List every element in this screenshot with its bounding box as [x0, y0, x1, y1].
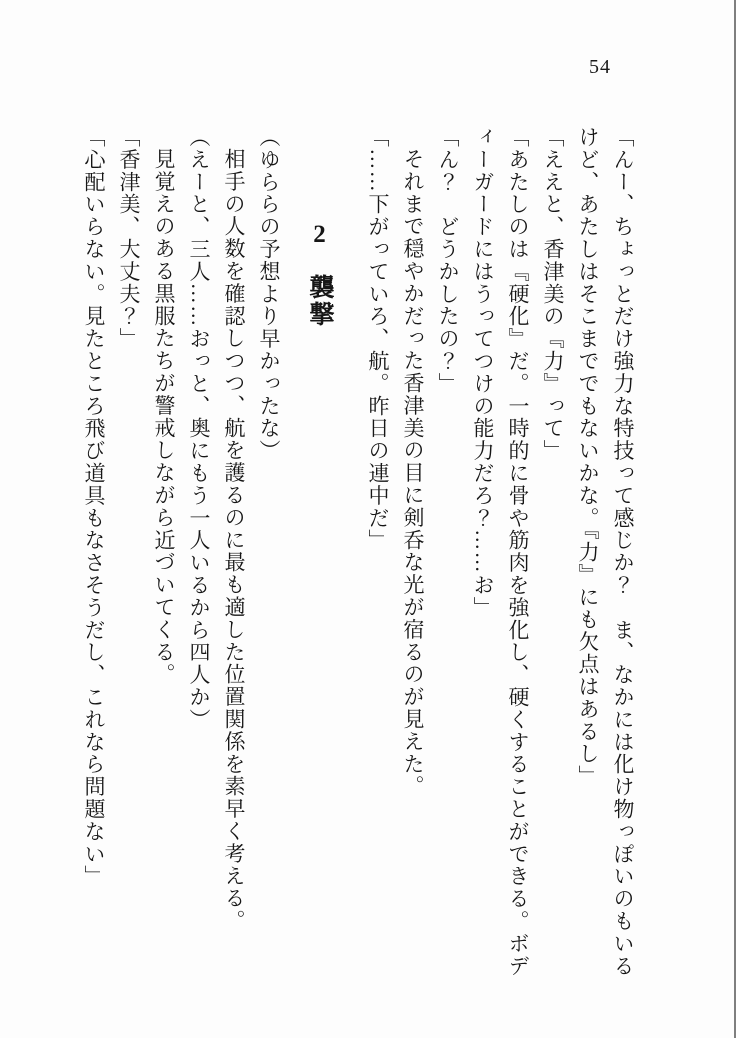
page-text-block — [76, 126, 640, 982]
text-line: 「あたしのは『硬化』だ。一時的に骨や筋肉を強化し、硬くすることができる。ボディーガードにはうってつけの能力だろ？……お」 — [471, 126, 530, 978]
text-line: （えーと、三人……おっと、奥にもう一人いるから四人か） — [187, 126, 211, 731]
chapter-heading — [298, 126, 340, 982]
text-line: それまで穏やかだった香津美の目に剣呑な光が宿るのが見えた。 — [401, 148, 425, 798]
text-line: 「……下がっていろ、航。昨日の連中だ」 — [366, 126, 390, 552]
chapter-title: 襲撃 — [306, 274, 333, 328]
text-line: 「心配いらない。見たところ飛び道具もなさそうだし、これなら問題ない」 — [82, 126, 106, 888]
text-line: 相手の人数を確認しつつ、航を護るのに最も適した位置関係を素早く考える。 — [222, 148, 246, 932]
text-line: 「香津美、大丈夫？」 — [117, 126, 141, 350]
chapter-number: 2 — [306, 221, 333, 250]
text-line: 「ええと、香津美の『力』って」 — [541, 126, 565, 462]
text-line: 「んー、ちょっとだけ強力な特技って感じか？ ま、なかには化け物っぽいのもいるけど、あたしはそこまででもないかな。『力』にも欠点はあるし」 — [576, 126, 635, 978]
page-number: 54 — [589, 56, 611, 78]
text-line: （ゆららの予想より早かったな） — [257, 126, 281, 462]
text-line: 見覚えのある黒服たちが警戒しながら近づいてくる。 — [152, 148, 176, 686]
text-line: 「ん？ どうかしたの？」 — [436, 126, 460, 395]
